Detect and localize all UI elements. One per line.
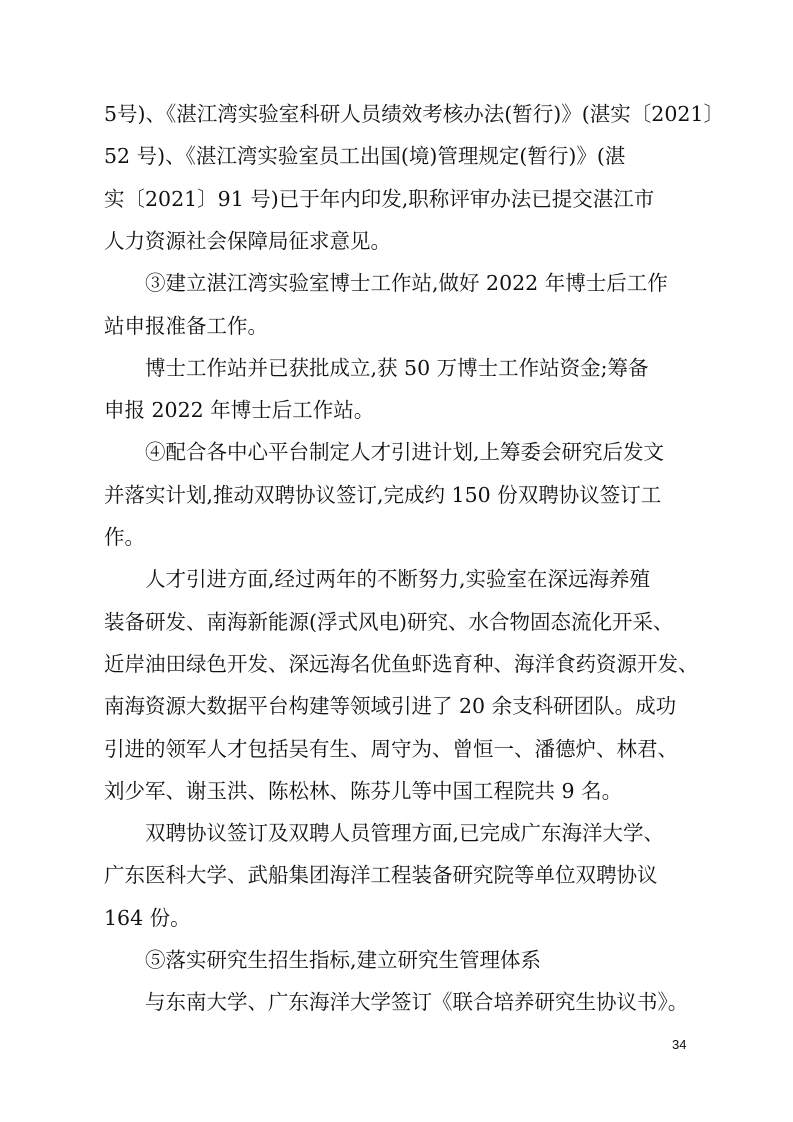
page-number: 34 [672, 1037, 687, 1052]
document-page: 5号)、《湛江湾实验室科研人员绩效考核办法(暂行)》(湛实〔2021〕 52 号)、《湛江湾实验室员工出国(境)管理规定(暂行)》(湛 实〔2021〕91 号)已于年内印发,职称评审办法已提交湛江市 人力资源社会保障局征求意见。 ③建立湛江湾实验室博士工作站,做好 2022 年博士后工作 站申报准备工作。 博士工作站并已获批成立,获 50 万博士工作站资金;筹备 申报 2022 年博士后工作站。 ④配合各中心平台制定人才引进计划,上筹委会研究后发文 并落实计划,推动双聘协议签订,完成约 150 份双聘协议签订工 作。 人才引进方面,经过两年的不断努力,实验室在深远海养殖 装备研发、南海新能源(浮式风电)研究、水合物固态流化开采、 近岸油田绿色开发、深远海名优鱼虾选育种、海洋食药资源开发、 南海资源大数据平台构建等领域引进了 20 余支科研团队。成功 引进的领军人才包括吴有生、周守为、曾恒一、潘德炉、林君、 刘少军、谢玉洪、陈松林、陈芬儿等中国工程院共 9 名。 双聘协议签订及双聘人员管理方面,已完成广东海洋大学、 广东医科大学、武船集团海洋工程装备研究院等单位双聘协议 164 份。 ⑤落实研究生招生指标,建立研究生管理体系 与东南大学、广东海洋大学签订《联合培养研究生协议书》。 34 [104, 102, 724, 1052]
